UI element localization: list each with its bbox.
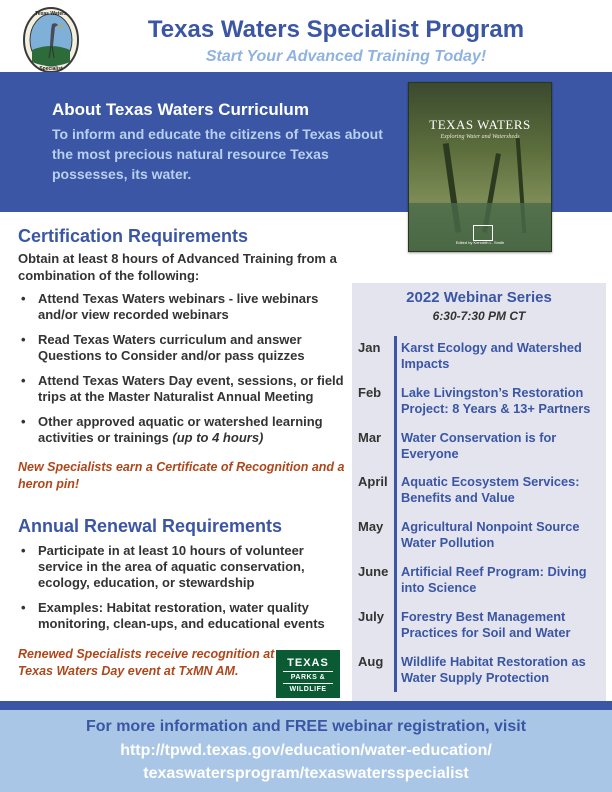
footer-strip	[0, 701, 612, 710]
webinar-month: Jan	[358, 340, 381, 355]
list-item: • Read Texas Waters curriculum and answer Questions to Consider and/or pass quizzes	[18, 332, 348, 364]
certification-note: New Specialists earn a Certificate of Recognition and a heron pin!	[18, 460, 345, 491]
webinar-title: Forestry Best Management Practices for Soil and Water	[401, 609, 571, 640]
list-item	[18, 414, 348, 446]
webinar-month: Aug	[358, 654, 384, 669]
tpwd-logo-line1: TEXAS	[287, 657, 329, 669]
webinar-month: Feb	[358, 385, 382, 400]
webinar-title: Water Conservation is for Everyone	[401, 430, 557, 461]
about-heading: About Texas Waters Curriculum	[52, 100, 309, 119]
about-text: To inform and educate the citizens of Texas about the most precious natural resource Texas possesses, its water.	[52, 126, 383, 182]
footer-info: For more information and FREE webinar registration, visit	[85, 718, 527, 735]
webinar-title: Aquatic Ecosystem Services: Benefits and Value	[401, 474, 580, 505]
webinar-month: July	[358, 609, 385, 624]
webinar-title: Karst Ecology and Watershed Impacts	[401, 340, 582, 371]
webinar-title: Agricultural Nonpoint Source Water Pollution	[401, 519, 580, 550]
page-subtitle: Start Your Advanced Training Today!	[205, 48, 487, 65]
list-item: • Participate in at least 10 hours of volunteer service in the area of aquatic conservation, ecology, education, or stewardship	[18, 543, 348, 591]
webinar-title: Wildlife Habitat Restoration as Water Supply Protection	[401, 654, 586, 685]
tpwd-logo	[276, 650, 340, 698]
list-item-suffix: (up to 4 hours)	[172, 430, 264, 445]
book-publisher-badge	[473, 225, 493, 241]
tpwd-logo-line2: PARKS &	[290, 674, 326, 681]
page-title: Texas Waters Specialist Program	[147, 16, 525, 43]
webinar-time: 6:30-7:30 PM CT	[432, 309, 526, 323]
certification-intro: Obtain at least 8 hours of Advanced Training from a combination of the following:	[18, 251, 337, 283]
footer-link-line2[interactable]: texaswatersprogram/texaswatersspecialist	[143, 765, 469, 782]
tpwd-logo-line3: WILDLIFE	[289, 686, 327, 693]
list-item: • Attend Texas Waters Day event, sessions, or field trips at the Master Naturalist Annual Meeting	[18, 373, 348, 405]
renewal-heading: Annual Renewal Requirements	[18, 516, 283, 536]
book-subtitle: Exploring Water and Watersheds	[440, 134, 520, 140]
webinar-title: Lake Livingston’s Restoration Project: 8 Years & 13+ Partners	[401, 385, 591, 416]
certification-heading: Certification Requirements	[18, 226, 249, 246]
logo-text-top: Texas Waters	[35, 11, 67, 17]
webinar-divider	[394, 336, 397, 692]
webinar-month: June	[358, 564, 389, 579]
book-author: Edited by Kenneth L. Smith	[455, 240, 505, 245]
webinar-heading: 2022 Webinar Series	[406, 289, 552, 306]
list-item-text: Other approved aquatic or watershed learning activities or trainings	[38, 414, 323, 445]
book-title: TEXAS WATERS	[429, 117, 531, 132]
renewal-list	[18, 543, 348, 641]
renewal-note: Renewed Specialists receive recognition at Texas Waters Day event at TxMN AM.	[18, 647, 275, 678]
webinar-month: April	[358, 474, 388, 489]
list-item: • Attend Texas Waters webinars - live webinars and/or view recorded webinars	[18, 291, 348, 323]
webinar-month: Mar	[358, 430, 382, 445]
footer-link-line1[interactable]: http://tpwd.texas.gov/education/water-education/	[120, 742, 492, 759]
webinar-month: May	[358, 519, 384, 534]
list-item: • Examples: Habitat restoration, water quality monitoring, clean-ups, and educational events	[18, 600, 348, 632]
logo-text-bottom: Specialist	[39, 66, 63, 72]
book-cover-image	[408, 82, 552, 252]
certification-list	[18, 291, 348, 455]
webinar-title: Artificial Reef Program: Diving into Science	[401, 564, 587, 595]
